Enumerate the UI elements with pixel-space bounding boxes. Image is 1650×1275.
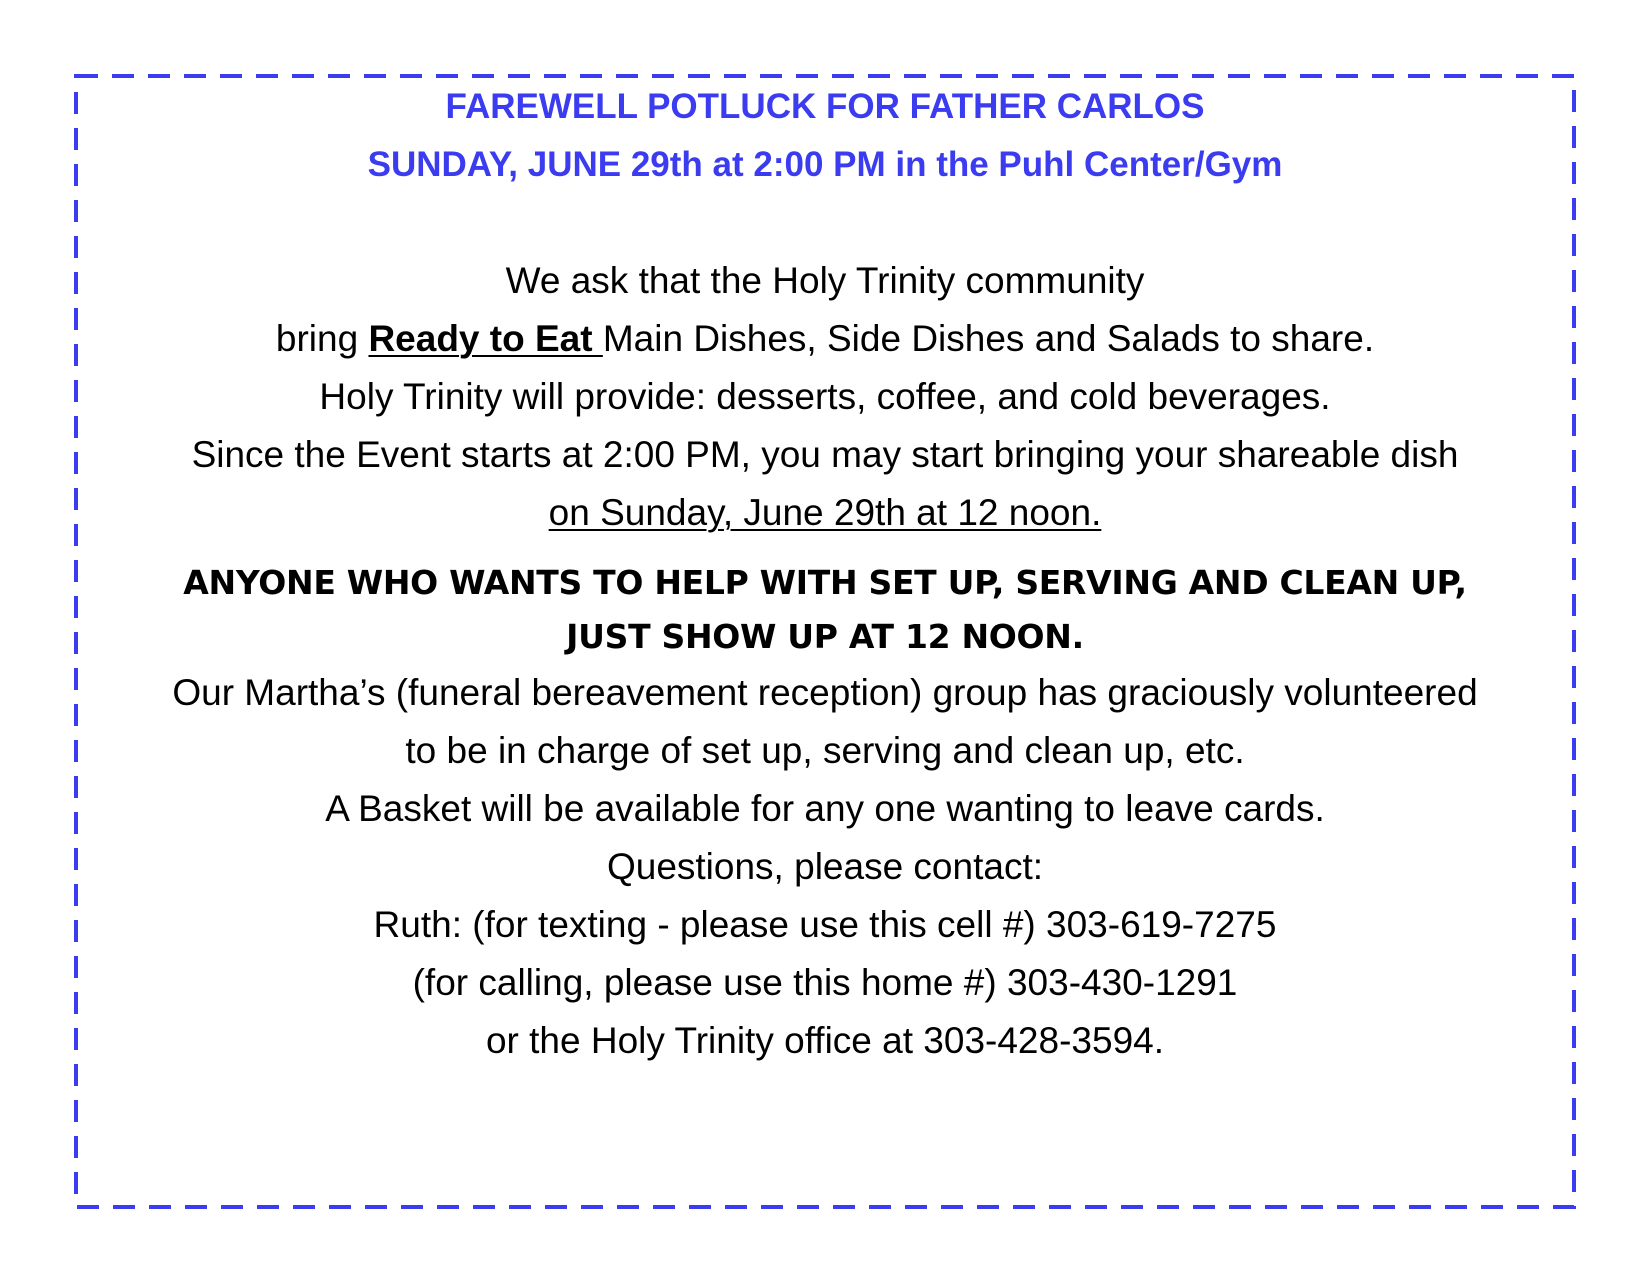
intro-line-5 [74, 484, 1576, 542]
contact-line-1: Ruth: (for texting - please use this cell #) 303-619-7275 [373, 904, 1277, 945]
spacer [74, 194, 1576, 252]
contact-line-2: (for calling, please use this home #) 303-430-1291 [412, 962, 1238, 1003]
intro-line-1: We ask that the Holy Trinity community [505, 260, 1145, 301]
intro-line-4: Since the Event starts at 2:00 PM, you may start bringing your shareable dish [191, 434, 1459, 475]
ready-to-eat-emphasis: Ready to Eat [368, 318, 603, 359]
contact-heading: Questions, please contact: [606, 846, 1044, 887]
intro-line-2 [74, 310, 1576, 368]
intro-line-3: Holy Trinity will provide: desserts, coffee, and cold beverages. [319, 376, 1331, 417]
details-line-2: to be in charge of set up, serving and clean up, etc. [405, 730, 1245, 771]
volunteer-notice-line-1: ANYONE WHO WANTS TO HELP WITH SET UP, SERVING AND CLEAN UP, [183, 563, 1467, 602]
details-line-1: Our Martha’s (funeral bereavement reception) group has graciously volunteered [172, 672, 1478, 713]
flyer-title: FAREWELL POTLUCK FOR FATHER CARLOS [445, 87, 1205, 126]
flyer-subtitle: SUNDAY, JUNE 29th at 2:00 PM in the Puhl Center/Gym [367, 145, 1283, 184]
drop-off-time: on Sunday, June 29th at 12 noon. [548, 492, 1102, 533]
contact-line-3: or the Holy Trinity office at 303-428-3594. [485, 1020, 1165, 1061]
potluck-flyer [74, 74, 1576, 1209]
flyer-content [74, 74, 1576, 1070]
details-line-3: A Basket will be available for any one wanting to leave cards. [325, 788, 1325, 829]
intro-line-2-prefix: bring [275, 318, 369, 359]
volunteer-notice-line-2: JUST SHOW UP AT 12 NOON. [566, 617, 1084, 656]
intro-line-2-suffix: Main Dishes, Side Dishes and Salads to share. [602, 318, 1375, 359]
